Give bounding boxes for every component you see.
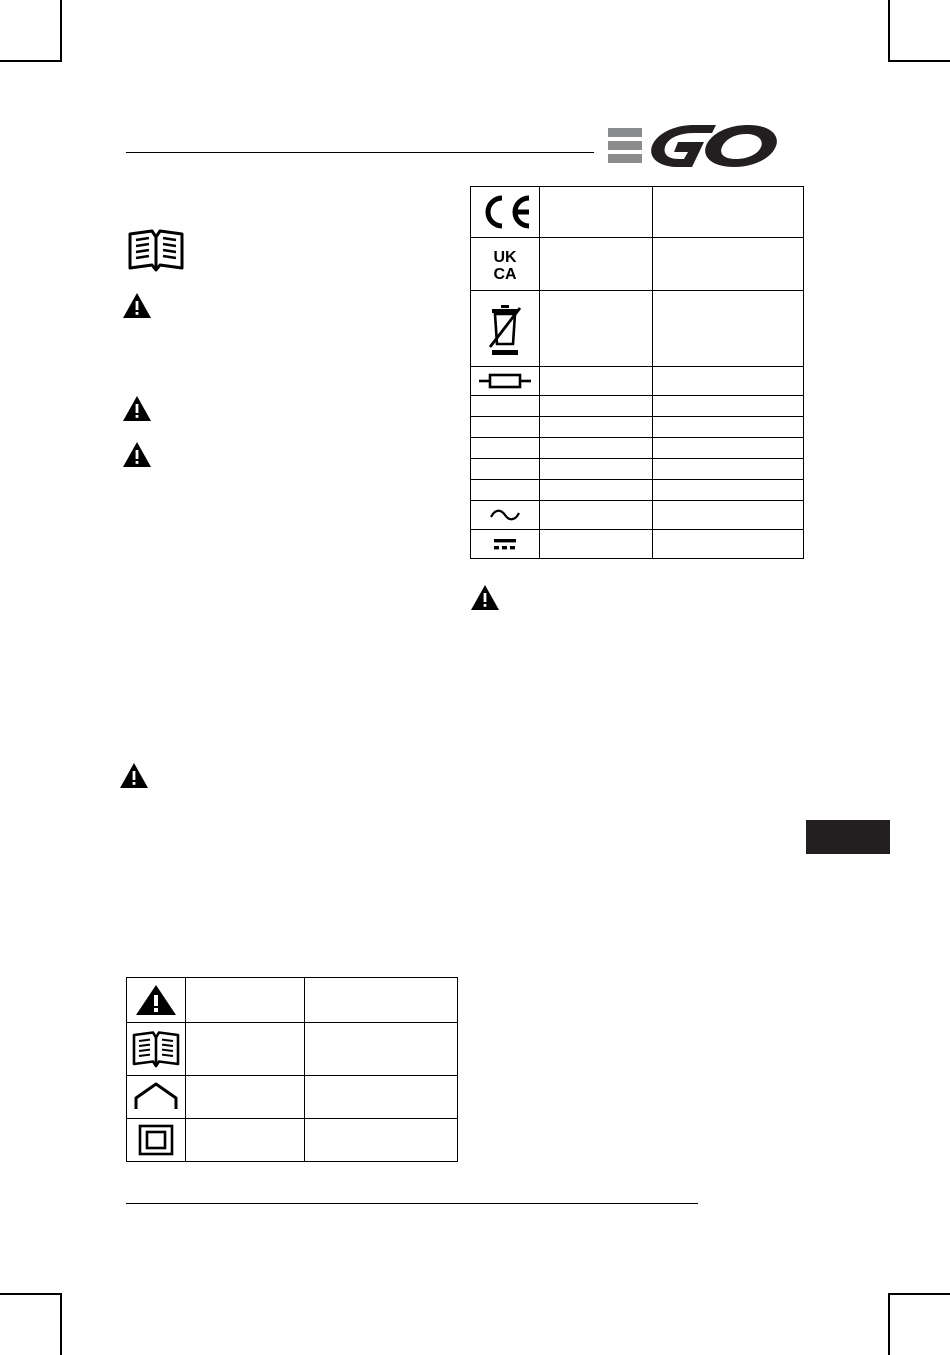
symbol-description [305,1023,458,1076]
crop-mark-bottom-right-vertical [888,1293,890,1355]
symbol-description [653,438,804,459]
symbol-name [540,291,653,367]
symbol-description [653,187,804,238]
symbol-cell [471,438,540,459]
table-row [471,438,804,459]
symbol-description [305,1076,458,1119]
crop-mark-top-right-horizontal [888,60,950,62]
table-row [471,187,804,238]
symbol-description [653,530,804,559]
symbol-description [653,480,804,501]
class-ii-double-square-icon [127,1119,186,1162]
fuse-icon [471,367,540,396]
warning-triangle-icon [122,441,148,465]
footer-divider [126,1203,698,1204]
symbol-name [186,1023,305,1076]
table-row [471,417,804,438]
symbol-name [540,367,653,396]
table-row [471,396,804,417]
table-row [127,1023,458,1076]
svg-text:UK: UK [493,249,517,266]
symbol-name [186,1119,305,1162]
symbol-name [540,501,653,530]
crop-mark-bottom-left-horizontal [0,1293,62,1295]
warning-triangle-icon [122,395,148,419]
table-row [471,459,804,480]
warning-triangle-icon [119,762,145,786]
warning-triangle-icon [470,584,496,608]
table-row [127,1119,458,1162]
crop-mark-top-left-horizontal [0,60,62,62]
symbol-name [540,438,653,459]
symbol-name [540,417,653,438]
symbol-description [305,1119,458,1162]
svg-text:CA: CA [493,266,517,283]
symbol-cell [471,459,540,480]
symbol-description [653,417,804,438]
symbol-name [186,1076,305,1119]
ukca-mark-icon [471,238,540,291]
safety-alert-triangle-icon [127,978,186,1023]
symbol-name [540,187,653,238]
page-tab [806,820,890,854]
symbol-cell [471,396,540,417]
header-divider [126,152,594,153]
table-row [471,238,804,291]
table-row [127,978,458,1023]
symbol-name [540,238,653,291]
crop-mark-bottom-left-vertical [60,1293,62,1355]
symbol-table-bottom [126,977,458,1162]
indoor-use-house-icon [127,1076,186,1119]
ac-current-icon [471,501,540,530]
symbol-description [653,367,804,396]
crop-mark-top-right-vertical [888,0,890,62]
dc-current-icon [471,530,540,559]
crop-mark-bottom-right-horizontal [888,1293,950,1295]
symbol-name [540,530,653,559]
symbol-description [653,501,804,530]
symbol-description [653,291,804,367]
symbol-name [540,396,653,417]
symbol-name [186,978,305,1023]
table-row [471,367,804,396]
symbol-description [305,978,458,1023]
symbol-table-top [470,186,804,559]
ego-logo [608,122,798,170]
table-row [471,480,804,501]
symbol-cell [471,417,540,438]
weee-crossed-bin-icon [471,291,540,367]
symbol-name [540,480,653,501]
warning-triangle-icon [122,292,148,316]
symbol-name [540,459,653,480]
table-row [471,530,804,559]
ce-mark-icon [471,187,540,238]
symbol-description [653,238,804,291]
symbol-description [653,459,804,480]
open-book-icon [126,228,186,277]
read-manual-book-icon [127,1023,186,1076]
table-row [127,1076,458,1119]
table-row [471,501,804,530]
symbol-cell [471,480,540,501]
crop-mark-top-left-vertical [60,0,62,62]
symbol-description [653,396,804,417]
table-row [471,291,804,367]
